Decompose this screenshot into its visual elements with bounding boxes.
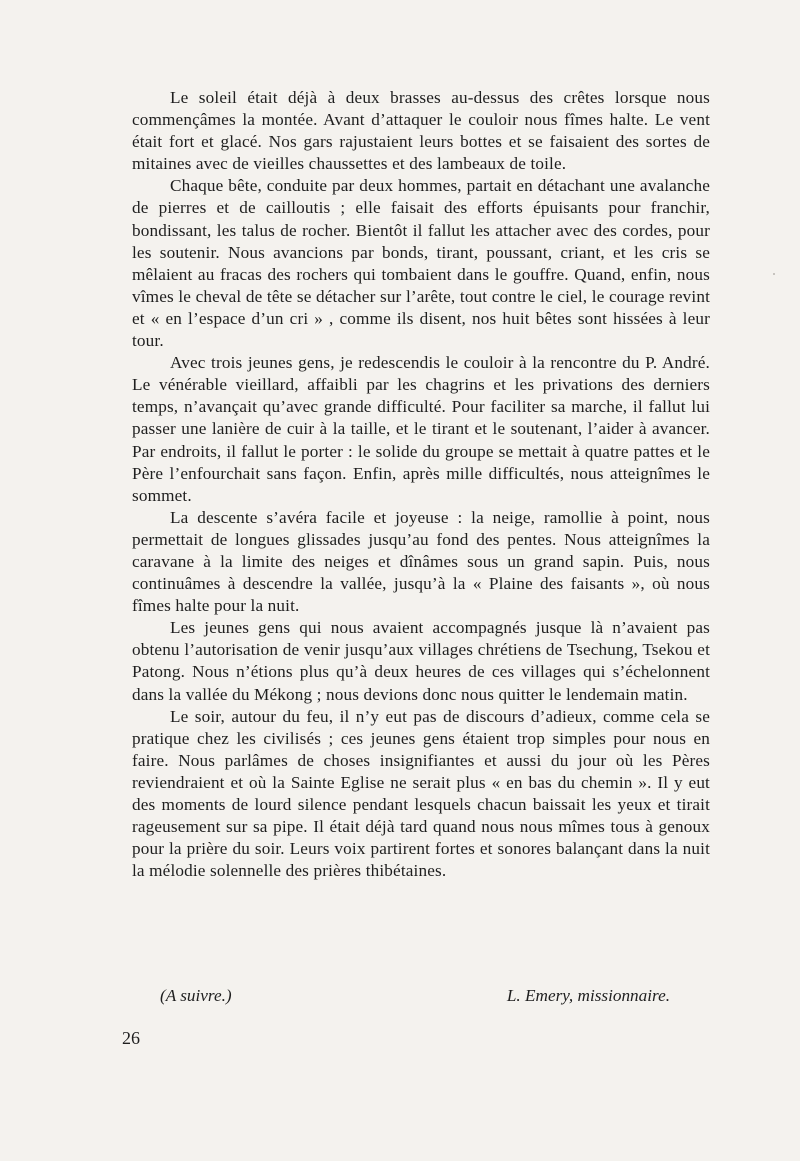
- paragraph-4: La descente s’avéra facile et joyeuse : la neige, ramollie à point, nous permettait de longues glissades jusqu’au fond des pentes. Nous atteignîmes la caravane à la limite des neiges et dînâmes sous un grand sapin. Puis, nous continuâmes à descendre la vallée, jusqu’à la « Plaine des faisants », où nous fîmes halte pour la nuit.: [132, 507, 710, 616]
- to-be-continued: (A suivre.): [160, 986, 232, 1005]
- article-body: [132, 87, 710, 882]
- paragraph-6: Le soir, autour du feu, il n’y eut pas de discours d’adieux, comme cela se pratique chez les civilisés ; ces jeunes gens étaient trop simples pour nous en faire. Nous parlâmes de choses insignifiantes et aussi du jour où les Pères reviendraient et où la Sainte Eglise ne serait plus « en bas du chemin ». Il y eut des moments de lourd silence pendant lesquels chacun baissait les yeux et tirait rageusement sur sa pipe. Il était déjà tard quand nous nous mîmes tous à genoux pour la prière du soir. Leurs voix partirent fortes et sonores balançant dans la nuit la mélodie solennelle des prières thibétaines.: [132, 706, 710, 881]
- paragraph-5: Les jeunes gens qui nous avaient accompagnés jusque là n’avaient pas obtenu l’autorisation de venir jusqu’aux villages chrétiens de Tsechung, Tsekou et Patong. Nous n’étions plus qu’à deux heures de ces villages qui s’échelonnent dans la vallée du Mékong ; nous devions donc nous quitter le lendemain matin.: [132, 618, 710, 704]
- signature-row: [160, 986, 670, 1010]
- paragraph-3: Avec trois jeunes gens, je redescendis le couloir à la rencontre du P. André. Le vénérable vieillard, affaibli par les chagrins et les privations des derniers temps, n’avançait qu’avec grande difficulté. Pour faciliter sa marche, il fallut lui passer une lanière de cuir à la taille, et le tirant et le soutenant, l’aider à avancer. Par endroits, il fallut le porter : le solide du groupe se mettait à quatre pattes et le Père l’enfourchait sans façon. Enfin, après mille difficultés, nous atteignîmes le sommet.: [132, 353, 710, 505]
- author-signature: L. Emery, missionnaire.: [506, 986, 670, 1005]
- paragraph-2: Chaque bête, conduite par deux hommes, partait en détachant une avalanche de pierres et de cailloutis ; elle faisait des efforts épuisants pour franchir, bondissant, les talus de rocher. Bientôt il fallut les attacher avec des cordes, pour les soutenir. Nous avancions par bonds, tirant, poussant, criant, et les cris se mêlaient au fracas des rochers qui tombaient dans le gouffre. Quand, enfin, nous vîmes le cheval de tête se détacher sur l’arête, tout contre le ciel, le courage revint et « en l’espace d’un cri » , comme ils disent, nos huit bêtes sont hissées à leur tour.: [132, 176, 710, 351]
- paper-speck: [773, 273, 775, 275]
- page-number: 26: [122, 1028, 140, 1048]
- paragraph-1: Le soleil était déjà à deux brasses au-dessus des crêtes lorsque nous commençâmes la montée. Avant d’attaquer le couloir nous fîmes halte. Le vent était fort et glacé. Nos gars rajustaient leurs bottes et se faisaient des sortes de mitaines avec de vieilles chaussettes et des lambeaux de toile.: [132, 88, 710, 174]
